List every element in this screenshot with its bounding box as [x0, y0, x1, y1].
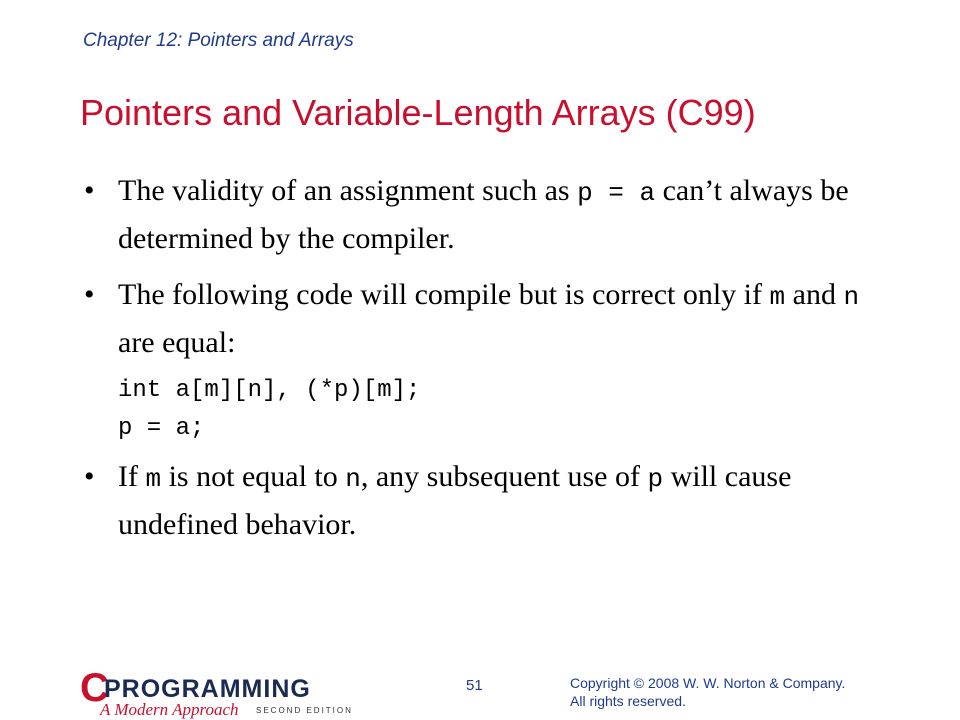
logo-edition: SECOND EDITION — [256, 706, 353, 715]
bullet-text: The validity of an assignment such as — [118, 174, 578, 207]
inline-code: m — [145, 464, 162, 494]
bullet-text: If — [118, 460, 146, 493]
bullet-text: can’t always be determined by the compiler. — [118, 174, 849, 255]
bullet-text: is not equal to — [161, 460, 346, 493]
page-number: 51 — [466, 677, 483, 694]
bullet-text: , any subsequent use of — [360, 460, 648, 493]
bullet-item — [82, 168, 882, 261]
copyright-line: Copyright © 2008 W. W. Norton & Company. — [570, 675, 846, 691]
logo-word: PROGRAMMING — [104, 675, 311, 703]
bullet-text: are equal: — [118, 326, 236, 359]
bullet-list — [82, 168, 882, 558]
inline-code: m — [769, 282, 786, 312]
chapter-heading: Chapter 12: Pointers and Arrays — [83, 30, 354, 51]
bullet-item — [82, 272, 882, 365]
bullet-marker: • — [84, 278, 95, 311]
bullet-marker: • — [84, 174, 95, 207]
book-logo — [80, 668, 370, 718]
inline-code: p = a — [577, 178, 656, 208]
bullet-text: The following code will compile but is correct only if — [118, 278, 770, 311]
logo-subtitle: A Modern Approach — [100, 700, 239, 719]
slide-title: Pointers and Variable-Length Arrays (C99) — [80, 92, 756, 133]
inline-code: n — [843, 282, 860, 312]
inline-code: n — [345, 464, 361, 494]
bullet-marker: • — [84, 460, 95, 493]
code-line: int a[m][n], (*p)[m]; — [118, 377, 421, 404]
bullet-text: will cause undefined behavior. — [118, 460, 792, 541]
code-line: p = a; — [118, 415, 205, 442]
copyright-line: All rights reserved. — [570, 693, 686, 709]
inline-code: p — [647, 464, 664, 494]
copyright-notice — [570, 674, 910, 710]
logo-letter: C — [80, 666, 109, 710]
bullet-item — [82, 454, 882, 547]
bullet-text: and — [785, 278, 844, 311]
code-block — [82, 372, 882, 448]
